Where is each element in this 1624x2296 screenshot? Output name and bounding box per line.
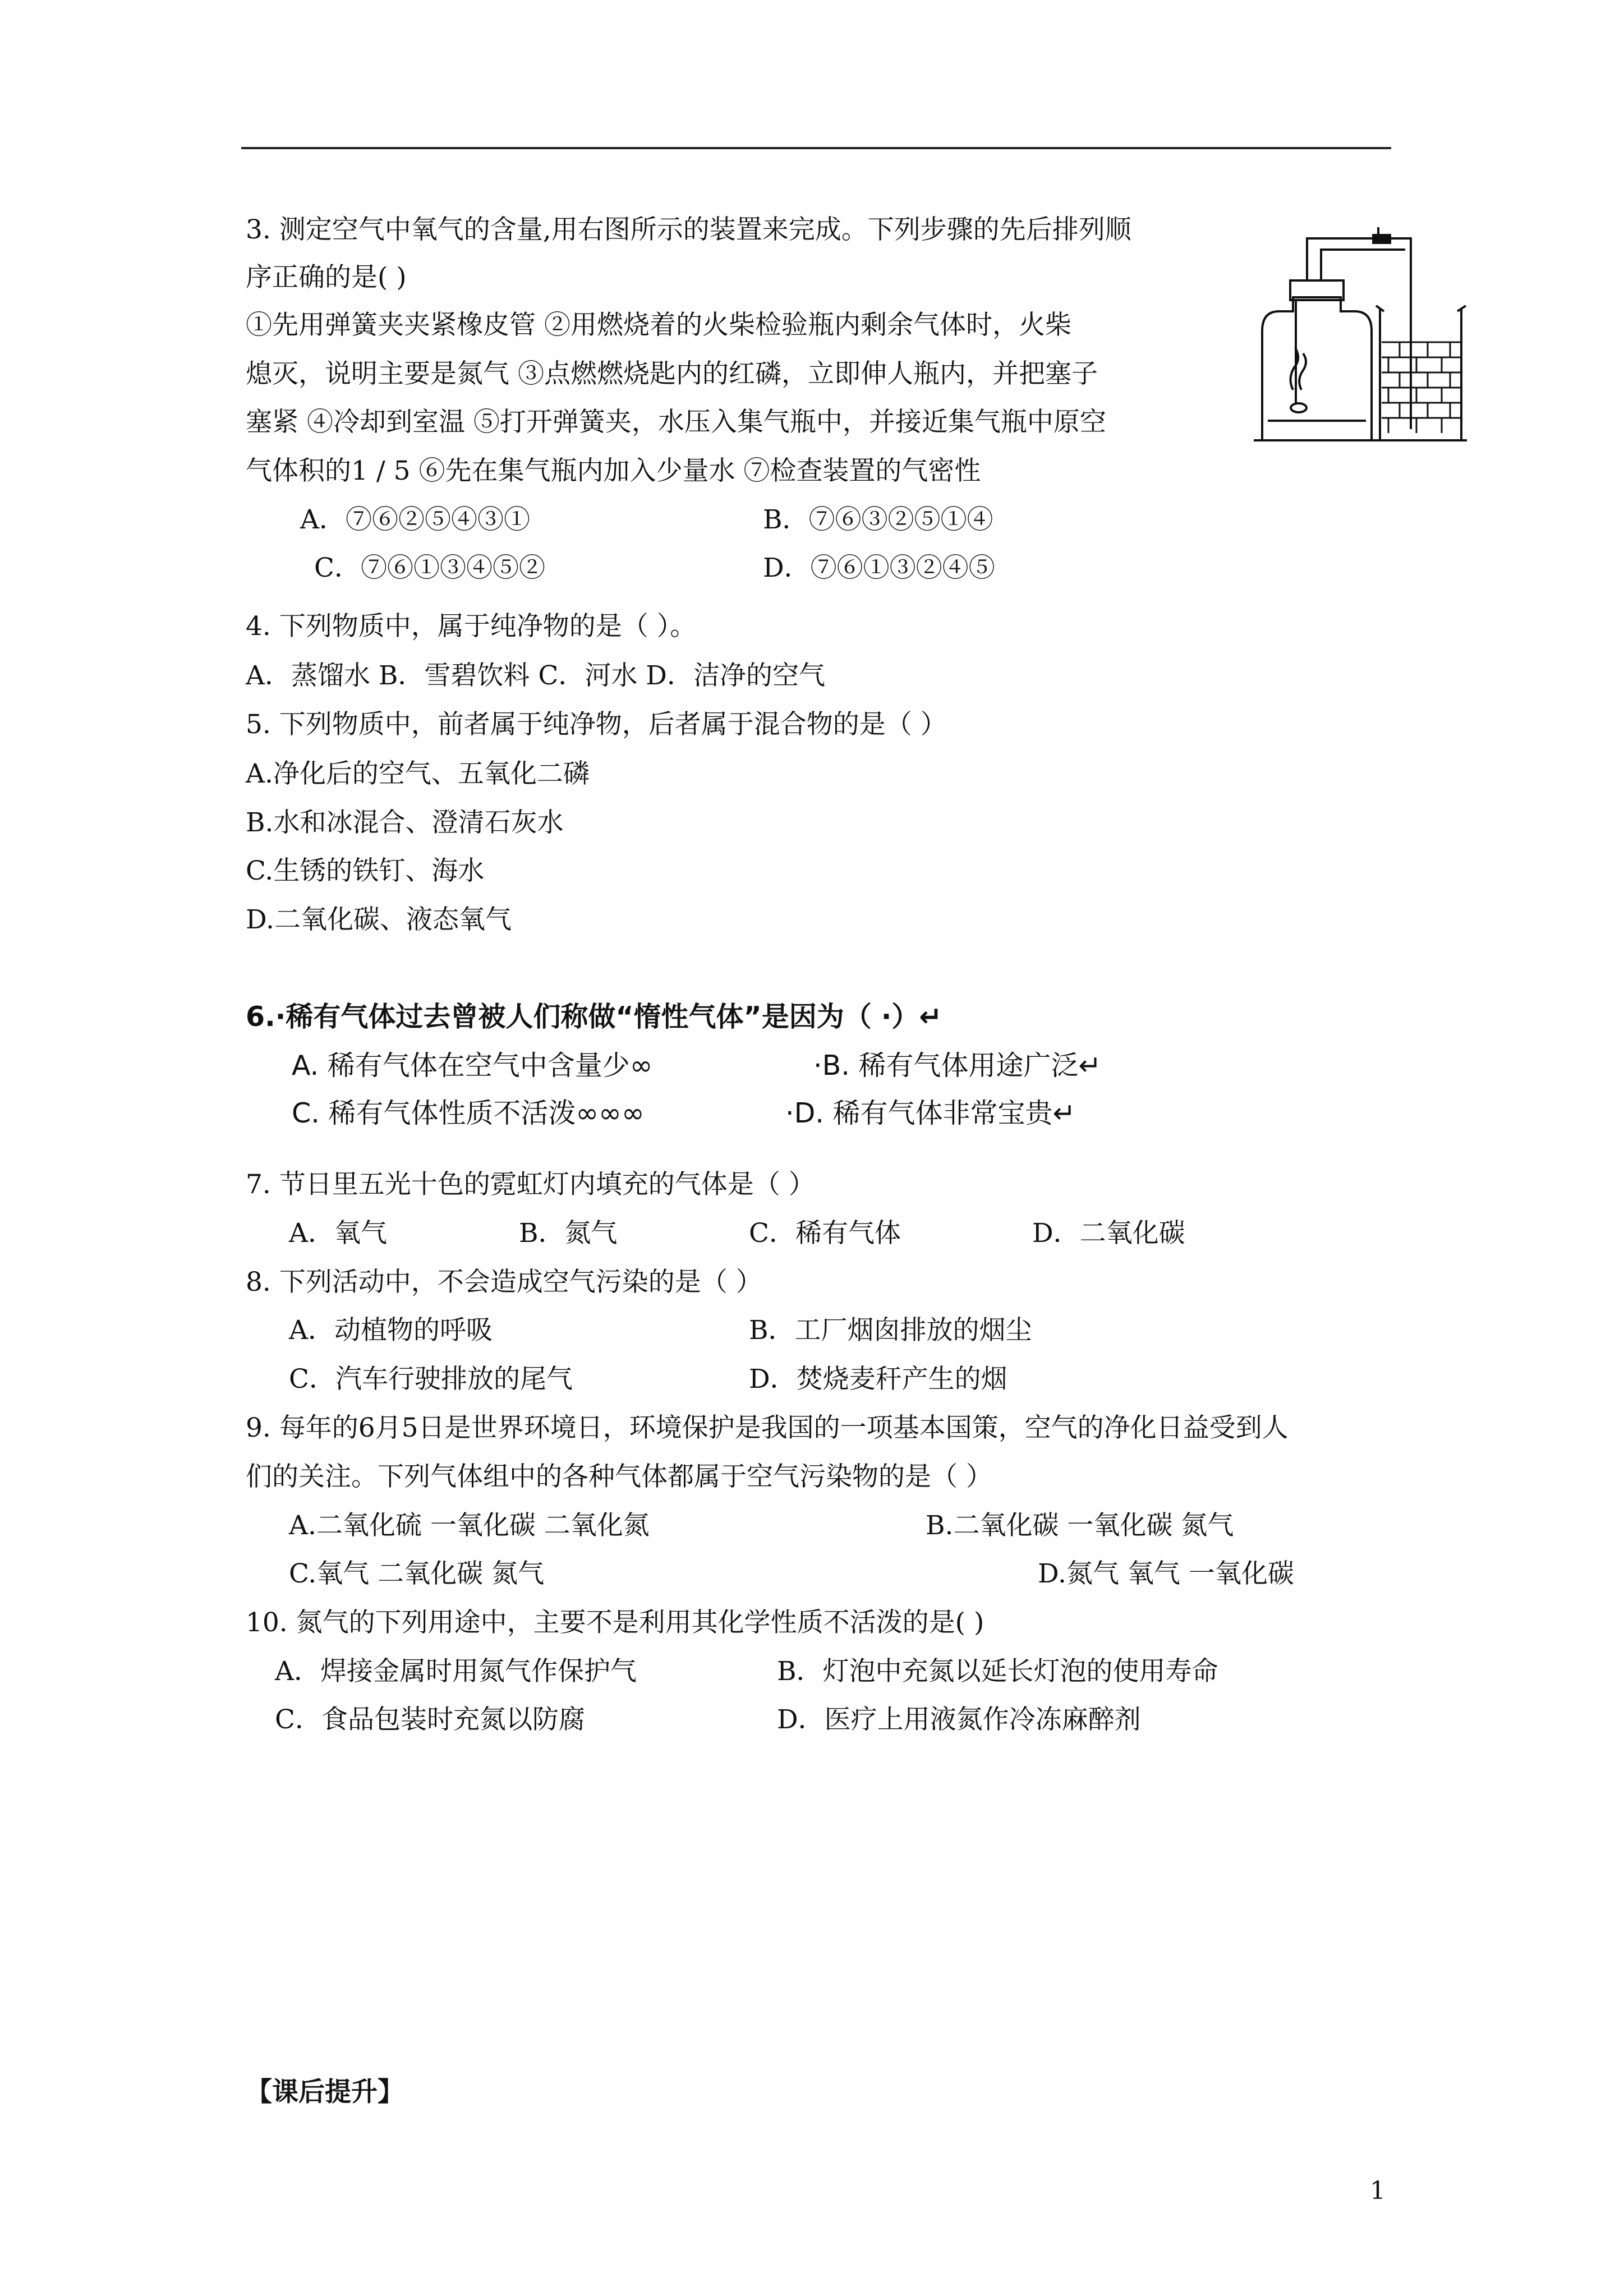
q6-option-b: ·B. 稀有气体用途广泛↵ [813,1050,1102,1082]
q5-stem: 5. 下列物质中，前者属于纯净物，后者属于混合物的是（ ） [246,709,947,740]
page-number: 1 [1370,2177,1386,2205]
q8-option-d: D．焚烧麦秆产生的烟 [749,1364,1007,1395]
header-rule [241,147,1391,149]
q7-option-c: C．稀有气体 [749,1218,901,1249]
q3-line-5: 塞紧 ④冷却到室温 ⑤打开弹簧夹，水压入集气瓶中，并接近集气瓶中原空 [246,407,1106,438]
q5-option-b: B.水和冰混合、澄清石灰水 [246,807,564,838]
q10-option-b: B．灯泡中充氮以延长灯泡的使用寿命 [777,1656,1218,1687]
q8-option-b: B．工厂烟囱排放的烟尘 [749,1315,1032,1346]
q8-option-a: A．动植物的呼吸 [289,1315,493,1346]
q7-stem: 7. 节日里五光十色的霓虹灯内填充的气体是（ ） [246,1169,815,1200]
q5-option-a: A.净化后的空气、五氧化二磷 [246,758,590,789]
q9-line-2: 们的关注。下列气体组中的各种气体都属于空气污染物的是（ ） [246,1461,992,1492]
q8-stem: 8. 下列活动中，不会造成空气污染的是（ ） [246,1267,762,1297]
q9-option-c: C.氧气 二氧化碳 氮气 [289,1558,545,1589]
q6-option-d: ·D. 稀有气体非常宝贵↵ [785,1097,1076,1129]
q7-option-a: A．氧气 [289,1218,387,1249]
q3-line-1: 3. 测定空气中氧气的含量,用右图所示的装置来完成。下列步骤的先后排列顺 [246,214,1131,245]
q10-option-c: C．食品包装时充氮以防腐 [275,1704,585,1735]
q3-option-c: C．⑦⑥①③④⑤② [314,553,545,583]
q5-option-c: C.生锈的铁钉、海水 [246,855,485,886]
q7-option-d: D．二氧化碳 [1032,1218,1185,1249]
section-title: 【课后提升】 [246,2077,404,2108]
q9-option-b: B.二氧化碳 一氧化碳 氮气 [926,1510,1234,1541]
q3-option-d: D．⑦⑥①③②④⑤ [763,553,995,583]
q4-options: A．蒸馏水 B．雪碧饮料 C．河水 D．洁净的空气 [246,660,825,691]
q6-option-c: C. 稀有气体性质不活泼∞∞∞ [292,1097,645,1129]
q9-option-a: A.二氧化硫 一氧化碳 二氧化氮 [289,1510,650,1541]
q3-line-2: 序正确的是( ) [246,262,407,293]
q9-option-d: D.氮气 氧气 一氧化碳 [1038,1558,1294,1589]
q3-line-6: 气体积的1 / 5 ⑥先在集气瓶内加入少量水 ⑦检查装置的气密性 [246,455,981,486]
q9-line-1: 9. 每年的6月5日是世界环境日，环境保护是我国的一项基本国策，空气的净化日益受到人 [246,1412,1289,1443]
q3-option-b: B．⑦⑥③②⑤①④ [763,504,993,535]
q8-option-c: C．汽车行驶排放的尾气 [289,1364,573,1395]
q3-line-3: ①先用弹簧夹夹紧橡皮管 ②用燃烧着的火柴检验瓶内剩余气体时，火柴 [246,310,1071,341]
q3-option-a: A．⑦⑥②⑤④③① [300,504,530,535]
q6-option-a: A. 稀有气体在空气中含量少∞ [292,1050,653,1082]
q3-line-4: 熄灭，说明主要是氮气 ③点燃燃烧匙内的红磷，立即伸人瓶内，并把塞子 [246,358,1098,389]
q5-option-d: D.二氧化碳、液态氧气 [246,904,512,935]
q10-stem: 10. 氮气的下列用途中，主要不是利用其化学性质不活泼的是( ) [246,1607,984,1638]
q7-option-b: B．氮气 [519,1218,618,1249]
q10-option-d: D．医疗上用液氮作冷冻麻醉剂 [777,1704,1141,1735]
q6-stem: 6.·稀有气体过去曾被人们称做“惰性气体”是因为（ ·）↵ [246,1001,942,1033]
oxygen-measurement-apparatus-figure [1237,227,1473,446]
q10-option-a: A．焊接金属时用氮气作保护气 [275,1656,637,1687]
q4-stem: 4. 下列物质中，属于纯净物的是（ ）。 [246,611,697,642]
